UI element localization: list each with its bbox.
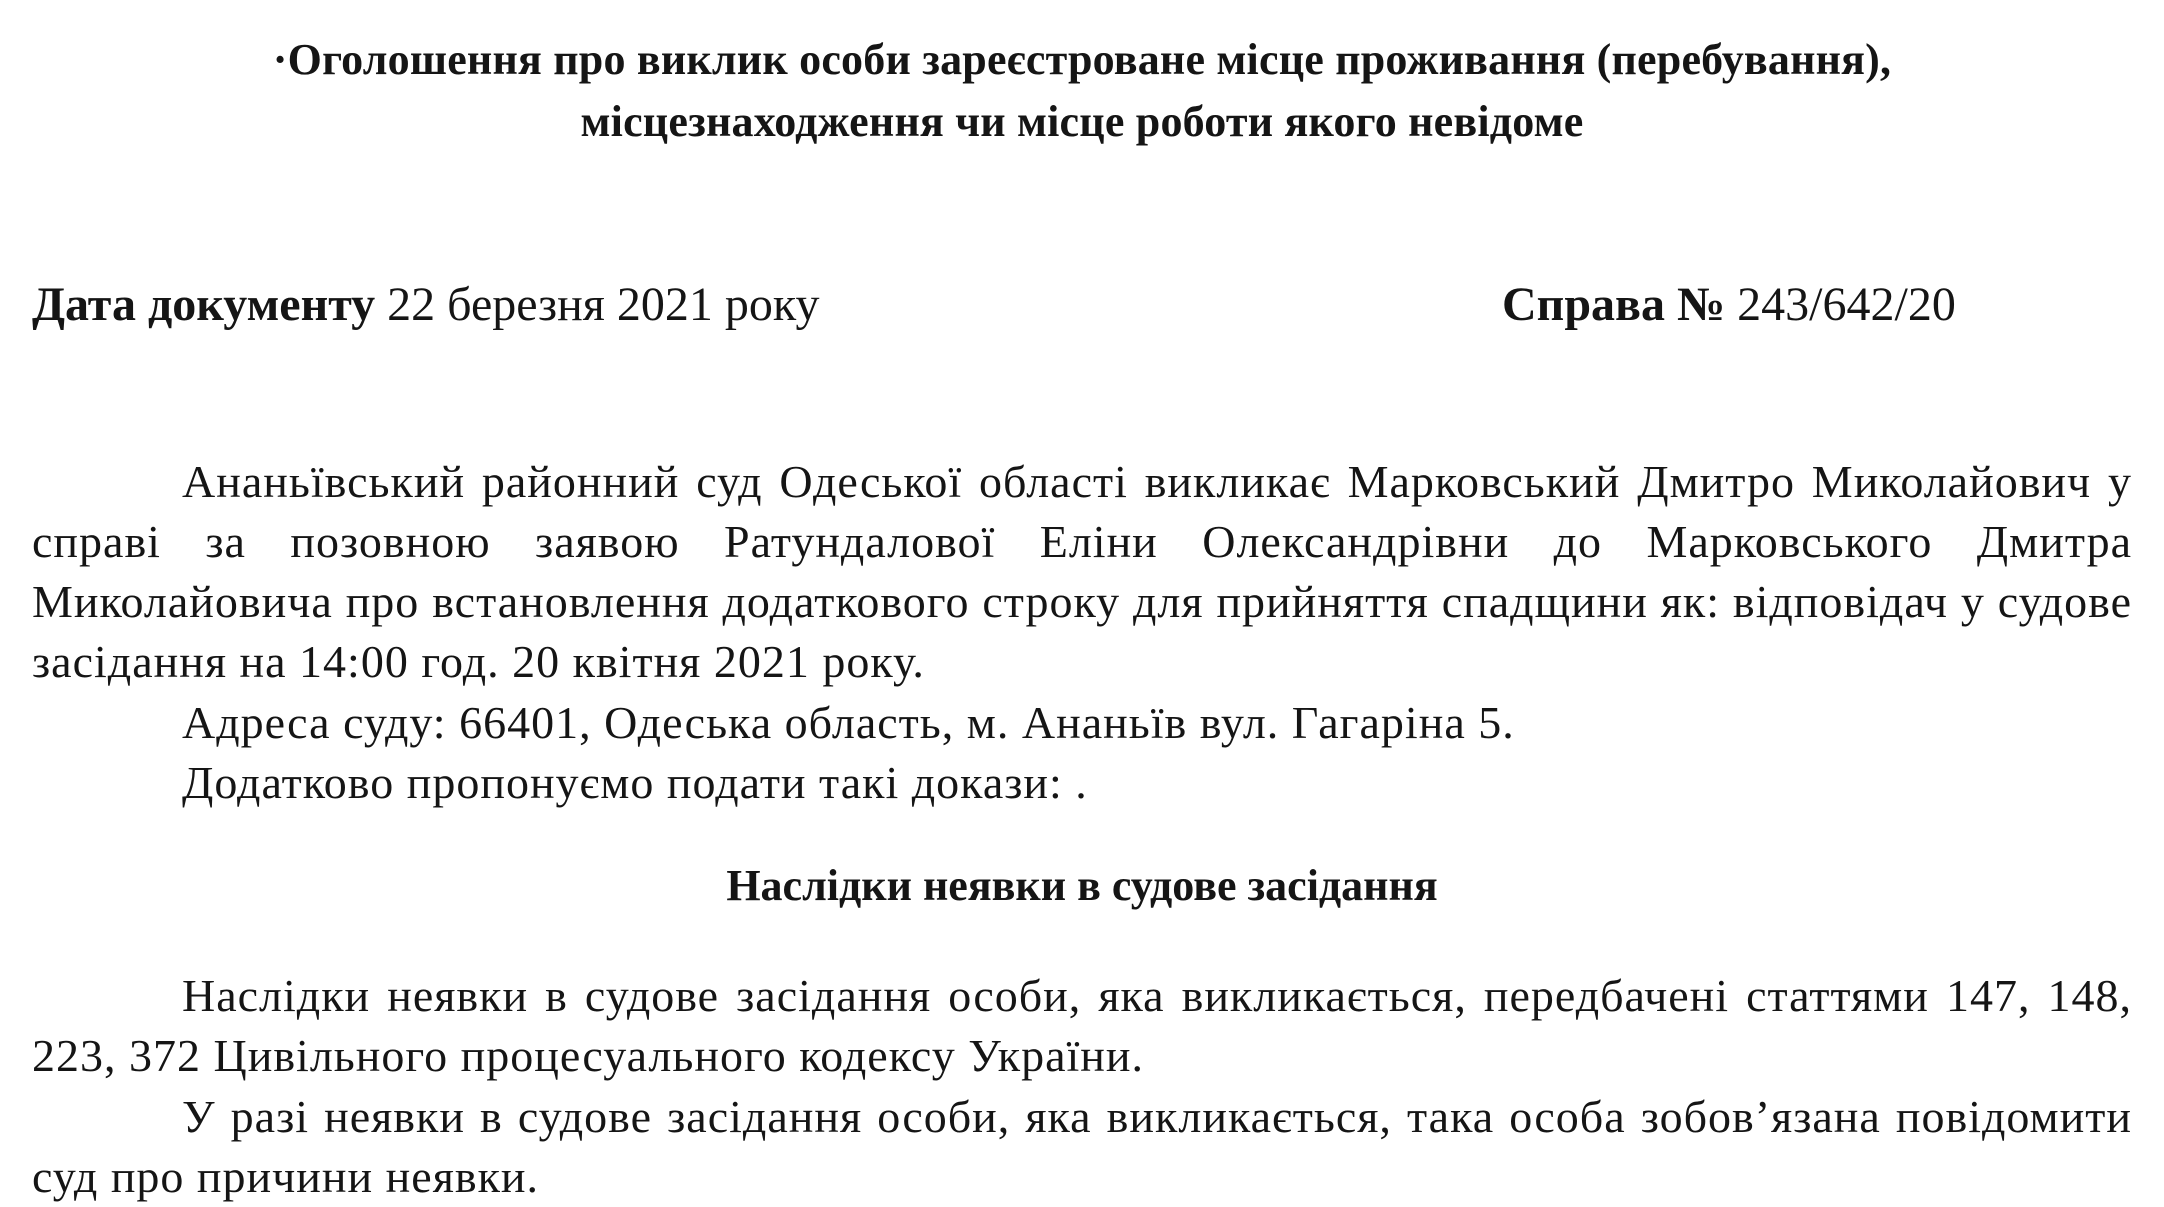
document-meta-row <box>32 270 2132 340</box>
date-value: 22 березня 2021 року <box>375 278 820 331</box>
consequences-paragraph-2: У разі неявки в судове засідання особи, яка викликається, така особа зобов’язана повідомити суд про причини неявки. <box>32 1091 2132 1202</box>
date-label: Дата документу <box>32 278 376 331</box>
document-title-line-1: ·Оголошення про виклик особи зареєстроване місце проживання (перебування), <box>272 35 1892 84</box>
case-value: 243/642/20 <box>1725 278 1956 331</box>
case-number <box>1502 270 1956 340</box>
document-date <box>32 270 820 340</box>
court-address: Адреса суду: 66401, Одеська область, м. Ананьїв вул. Гагаріна 5. <box>182 697 1515 748</box>
document-title-line-2: місцезнаходження чи місце роботи якого невідоме <box>580 97 1584 146</box>
consequences-paragraph-1: Наслідки неявки в судове засідання особи, яка викликається, передбачені статтями 147, 148, 223, 372 Цивільного процесуального кодексу України. <box>32 970 2132 1081</box>
case-label: Справа № <box>1502 278 1726 331</box>
summons-paragraph: Ананьївський районний суд Одеської області викликає Марковський Дмитро Миколайович у справі за позовною заявою Ратундалової Еліни Олександрівни до Марковського Дмитра Миколайовича про встановлення додаткового строку для прийняття спадщини як: відповідач у судове засідання на 14:00 год. 20 квітня 2021 року. <box>32 456 2132 687</box>
consequences-heading: Наслідки неявки в судове засідання <box>726 861 1438 910</box>
evidence-request: Додатково пропонуємо подати такі докази: . <box>182 757 1088 808</box>
